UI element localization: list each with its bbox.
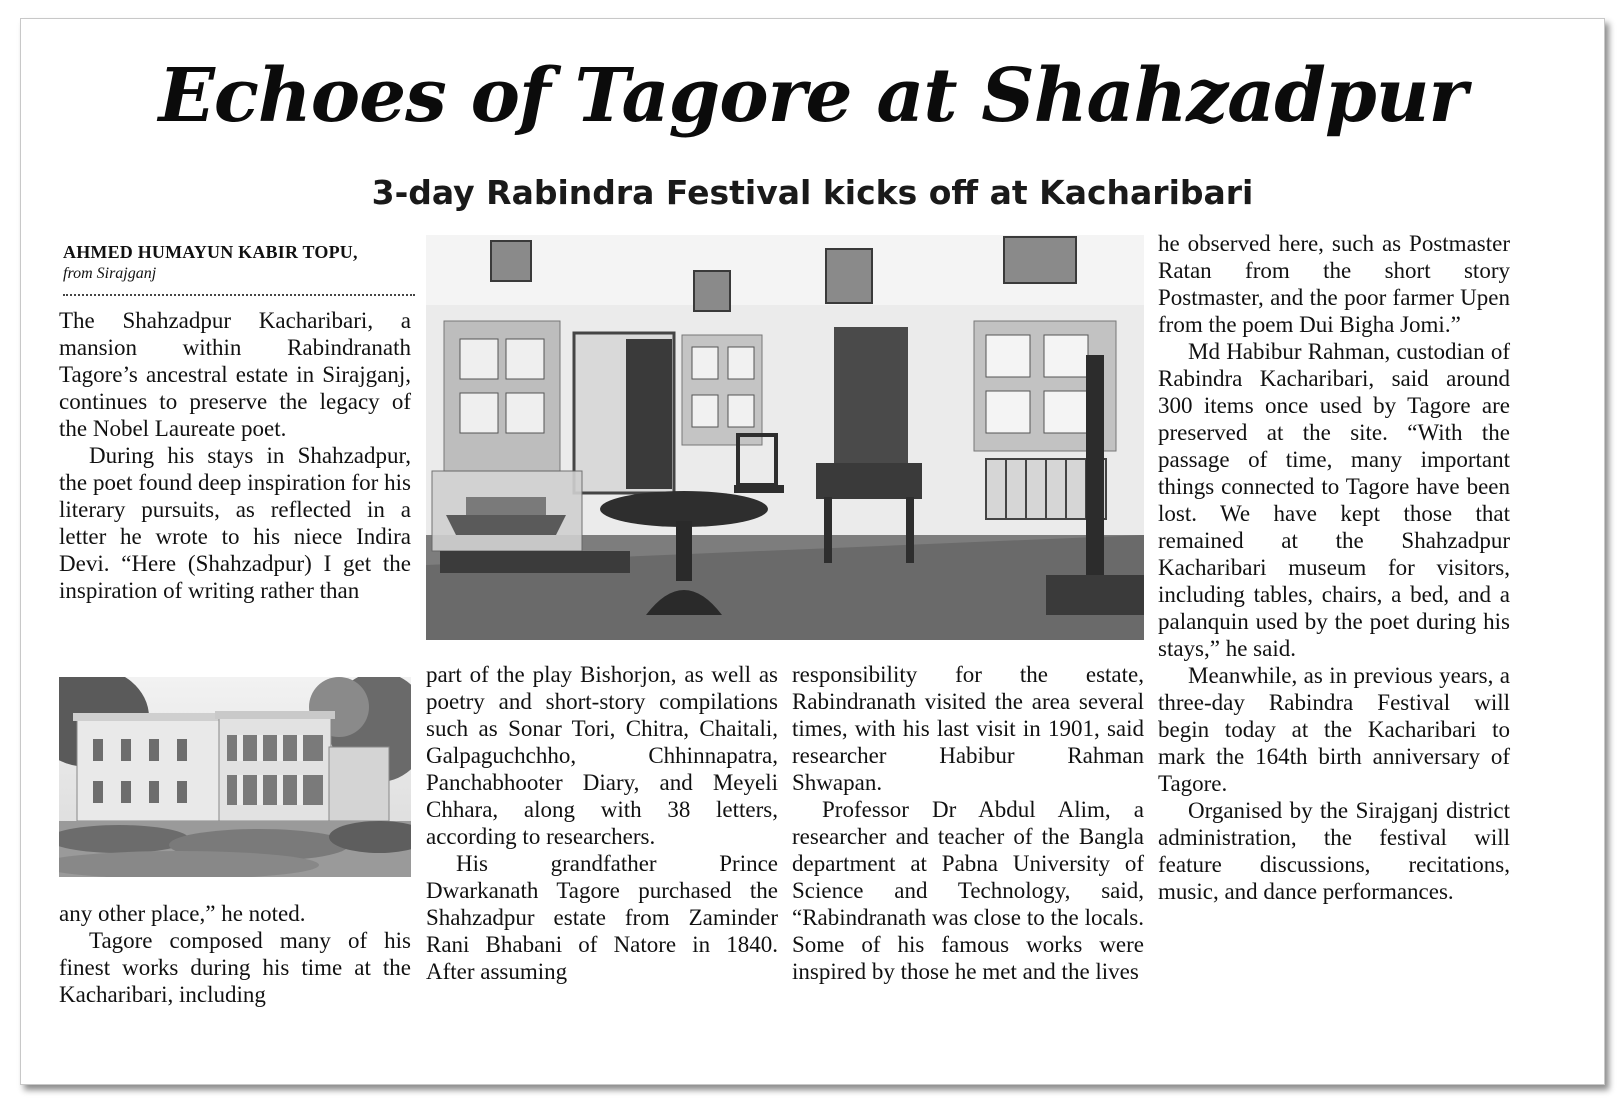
- paragraph: Meanwhile, as in previous years, a three-day Rabindra Festival will begin today at the Kacharibari to mark the 164th birth anniversary of Tagore.: [1158, 663, 1510, 796]
- paragraph: any other place,” he noted.: [59, 901, 306, 926]
- paragraph: The Shahzadpur Kacharibari, a mansion within Rabindranath Tagore’s ancestral estate in Sirajganj, continues to preserve the legacy of the Nobel Laureate poet.: [59, 308, 411, 441]
- subheadline: 3-day Rabindra Festival kicks off at Kacharibari: [371, 173, 1254, 212]
- museum-illustration: [426, 235, 1144, 640]
- column-1-top: [59, 307, 411, 604]
- building-illustration: [59, 677, 411, 877]
- newspaper-clipping: [20, 18, 1605, 1085]
- column-2: [426, 661, 778, 985]
- paragraph: part of the play Bishorjon, as well as poetry and short-story compilations such as Sonar Tori, Chitra, Chaitali, Galpaguchchho, Chhinnapatra, Panchabhooter Diary, and Meyeli Chhara, along with 38 letters, according to researchers.: [426, 662, 778, 849]
- building-exterior-photo: [59, 677, 411, 877]
- column-4: [1158, 230, 1510, 905]
- byline-divider: [63, 294, 415, 296]
- paragraph: Tagore composed many of his finest works during his time at the Kacharibari, including: [59, 928, 411, 1007]
- column-3: [792, 661, 1144, 985]
- paragraph: responsibility for the estate, Rabindranath visited the area several times, with his last visit in 1901, said researcher Habibur Rahman Shwapan.: [792, 662, 1144, 795]
- headline: Echoes of Tagore at Shahzadpur: [158, 53, 1467, 139]
- byline-location: from Sirajganj: [63, 265, 157, 282]
- interior-museum-photo: [426, 235, 1144, 640]
- paragraph: Md Habibur Rahman, custodian of Rabindra Kacharibari, said around 300 items once used by Tagore are preserved at the site. “With the passage of time, many important things connected to Tagore have been lost. We have kept those that remained at the Shahzadpur Kacharibari museum for visitors, including tables, chairs, a bed, and a palanquin used by the poet during his stays,” he said.: [1158, 339, 1510, 661]
- byline: [63, 240, 415, 296]
- paragraph: During his stays in Shahzadpur, the poet found deep inspiration for his literary pursuits, as reflected in a letter he wrote to his niece Indira Devi. “Here (Shahzadpur) I get the inspiration of writing rather than: [59, 443, 411, 603]
- paragraph: he observed here, such as Postmaster Ratan from the short story Postmaster, and the poor farmer Upen from the poem Dui Bigha Jomi.”: [1158, 231, 1510, 337]
- paragraph: Organised by the Sirajganj district administration, the festival will feature discussions, recitations, music, and dance performances.: [1158, 798, 1510, 904]
- byline-author: AHMED HUMAYUN KABIR TOPU,: [63, 242, 358, 262]
- paragraph: His grandfather Prince Dwarkanath Tagore purchased the Shahzadpur estate from Zaminder Rani Bhabani of Natore in 1840. After assuming: [426, 851, 778, 984]
- paragraph: Professor Dr Abdul Alim, a researcher and teacher of the Bangla department at Pabna University of Science and Technology, said, “Rabindranath was close to the locals. Some of his famous works were inspired by those he met and the lives: [792, 797, 1144, 984]
- column-1-bottom: [59, 900, 411, 1008]
